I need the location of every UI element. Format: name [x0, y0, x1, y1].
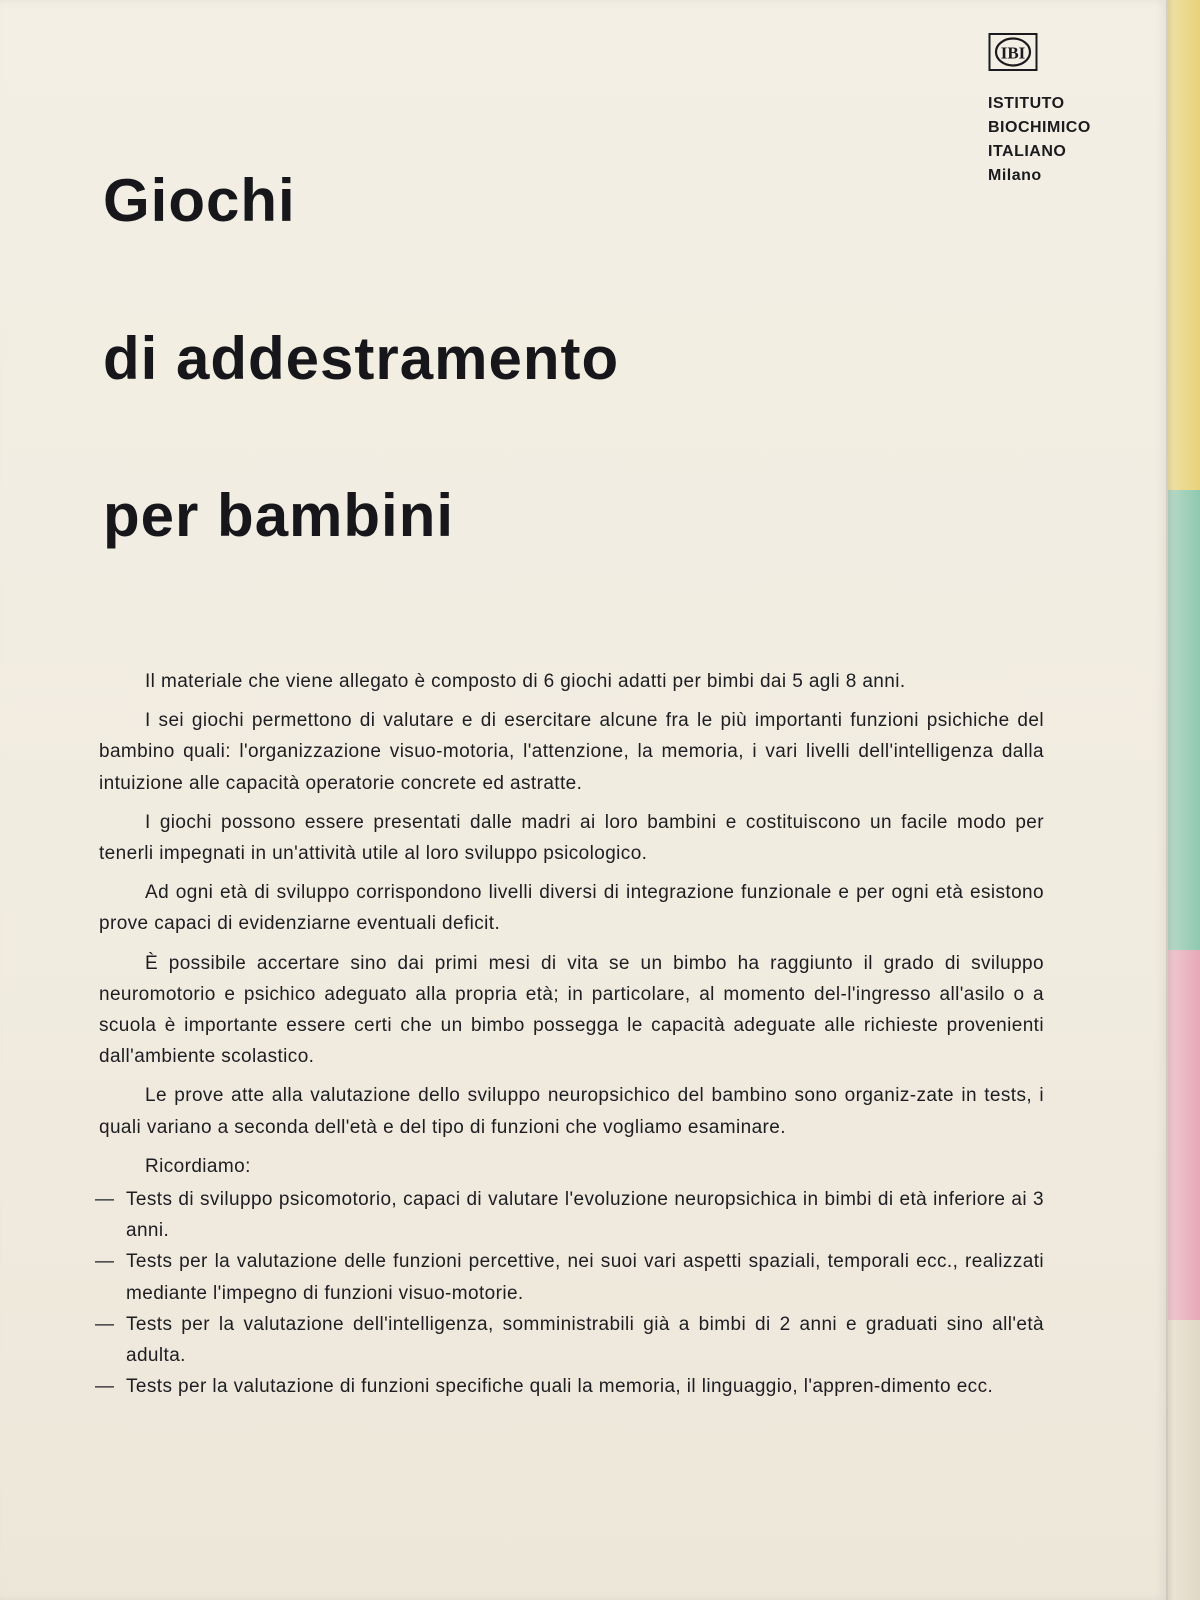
dash-bullet: —	[95, 1251, 115, 1273]
paragraph: I sei giochi permettono di valutare e di esercitare alcune fra le più importanti funzioni psichiche del bambino quali: l'organizzazione visuo-motoria, l'attenzione, la memoria, i vari livelli dell'intelligenza dalla intuizione alle capacità operatorie concrete ed astratte.	[99, 710, 1044, 794]
logo-text: IBI	[1000, 43, 1026, 63]
paragraph: I giochi possono essere presentati dalle madri ai loro bambini e costituiscono un facile modo per tenerli impegnati in un'attività utile al loro sviluppo psicologico.	[99, 811, 1044, 865]
list-item	[95, 1184, 1044, 1246]
paragraph: Ad ogni età di sviluppo corrispondono livelli diversi di integrazione funzionale e per ogni età esistono prove capaci di evidenziarne eventuali deficit.	[99, 882, 1044, 935]
paragraph: Il materiale che viene allegato è composto di 6 giochi adatti per bimbi dai 5 agli 8 anni.	[145, 671, 906, 692]
body-text	[95, 666, 1044, 1402]
list-item	[95, 1246, 1044, 1308]
title-line-2: di addestramento	[103, 325, 620, 392]
publisher-line: ITALIANO	[988, 143, 1067, 160]
title-line-3: per bambini	[103, 482, 455, 549]
recall-label: Ricordiamo:	[145, 1155, 251, 1177]
list-item-text: Tests per la valutazione di funzioni specifiche quali la memoria, il linguaggio, l'appren-dimento ecc.	[126, 1376, 994, 1398]
dash-bullet: —	[95, 1376, 115, 1398]
publisher-city: Milano	[988, 167, 1042, 184]
page-fold-shadow	[1166, 0, 1174, 1600]
list-item-text: Tests di sviluppo psicomotorio, capaci di valutare l'evoluzione neuropsichica in bimbi di età inferiore ai 3 anni.	[126, 1189, 1044, 1242]
publisher-block	[988, 92, 1091, 188]
list-item	[95, 1309, 1044, 1371]
publisher-line: ISTITUTO	[988, 95, 1065, 112]
dash-bullet: —	[95, 1313, 115, 1335]
paragraph: Le prove atte alla valutazione dello sviluppo neuropsichico del bambino sono organiz-zate in tests, i quali variano a seconda dell'età e del tipo di funzioni che vogliamo esaminare.	[99, 1085, 1044, 1138]
list-item-text: Tests per la valutazione delle funzioni percettive, nei suoi vari aspetti spaziali, temporali ecc., realizzati mediante l'impegno di funzioni visuo-motorie.	[126, 1251, 1044, 1304]
list-item	[95, 1371, 1044, 1402]
dash-bullet: —	[95, 1189, 115, 1211]
ibi-logo-icon	[988, 32, 1038, 72]
list-item-text: Tests per la valutazione dell'intelligenza, somministrabili già a bimbi di 2 anni e graduati sino all'età adulta.	[126, 1313, 1044, 1367]
title-line-1: Giochi	[103, 167, 296, 234]
publisher-line: BIOCHIMICO	[988, 119, 1091, 136]
paragraph: È possibile accertare sino dai primi mesi di vita se un bimbo ha raggiunto il grado di sviluppo neuromotorio e psichico adeguato alla propria età; in particolare, al momento del-l'ingresso all'asilo o a scuola è importante essere certi che un bimbo possegga le capacità adeguate alle richieste provenienti dall'ambiente scolastico.	[99, 952, 1044, 1068]
